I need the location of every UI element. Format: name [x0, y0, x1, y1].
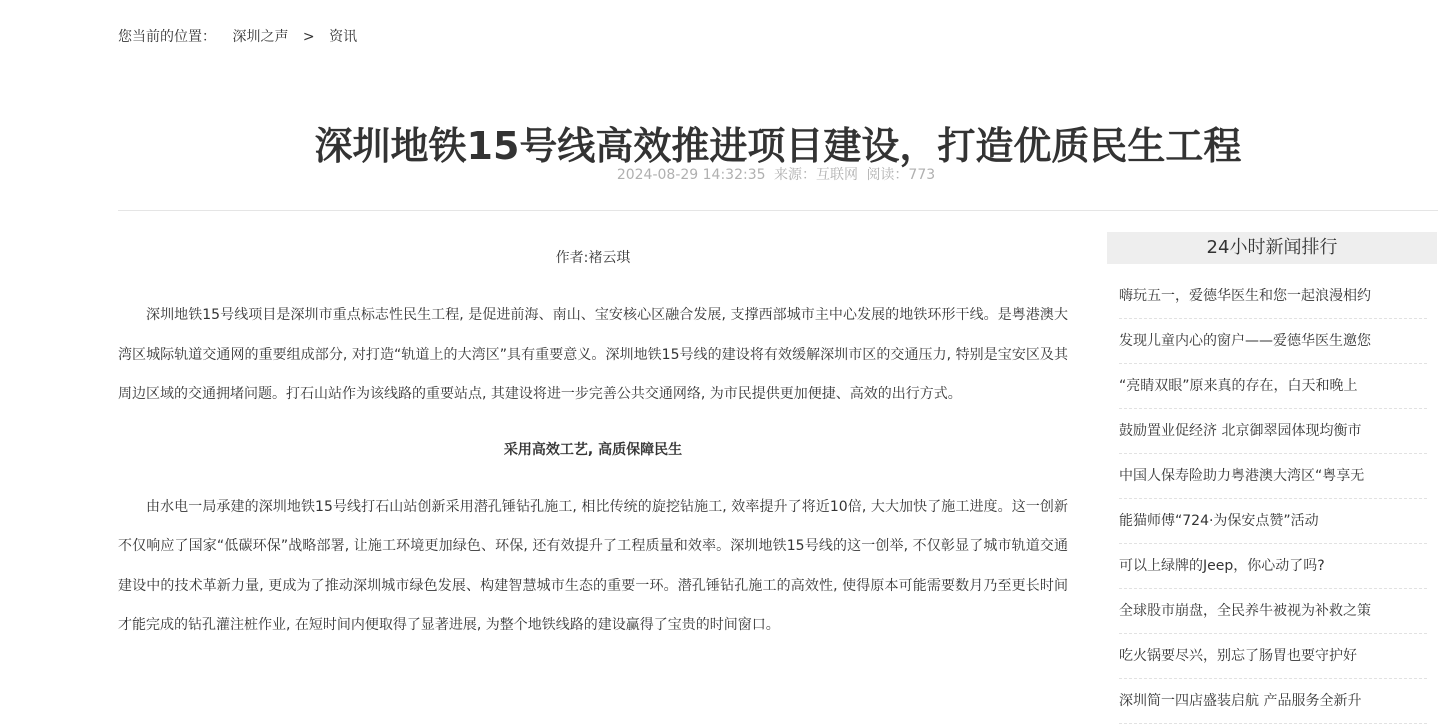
news-ranking-sidebar [1107, 232, 1437, 724]
breadcrumb [118, 26, 357, 46]
news-item[interactable]: 全球股市崩盘，全民养牛被视为补救之策 [1119, 589, 1427, 634]
breadcrumb-separator: > [302, 29, 315, 45]
article-body [118, 240, 1068, 663]
breadcrumb-link-news[interactable]: 资讯 [329, 29, 358, 45]
news-list [1107, 264, 1437, 724]
news-item[interactable]: 深圳简一四店盛装启航 产品服务全新升 [1119, 679, 1427, 724]
news-item[interactable]: 可以上绿牌的Jeep，你心动了吗? [1119, 544, 1427, 589]
article-reads: 阅读：773 [866, 167, 936, 183]
news-item[interactable]: 吃火锅要尽兴，别忘了肠胃也要守护好 [1119, 634, 1427, 679]
news-item[interactable]: 中国人保寿险助力粤港澳大湾区“粤享无 [1119, 454, 1427, 499]
breadcrumb-link-shenzhen-voice[interactable]: 深圳之声 [232, 29, 289, 45]
article-paragraph: 由水电一局承建的深圳地铁15号线打石山站创新采用潜孔锤钻孔施工, 相比传统的旋挖钻施工, 效率提升了将近10倍, 大大加快了施工进度。这一创新不仅响应了国家“低碳环保”战略部署, 让施工环境更加绿色、环保, 还有效提升了工程质量和效率。深圳地铁15号线的这一创举, 不仅彰显了城市轨道交通建设中的技术革新力量, 更成为了推动深圳城市绿色发展、构建智慧城市生态的重要一环。潜孔锤钻孔施工的高效性, 使得原本可能需要数月乃至更长时间才能完成的钻孔灌注桩作业, 在短时间内便取得了显著进展, 为整个地铁线路的建设赢得了宝贵的时间窗口。 [118, 498, 1068, 633]
header-divider [118, 210, 1438, 211]
article-author: 作者:褚云琪 [555, 250, 631, 266]
article-meta [118, 164, 1438, 184]
article-paragraph: 深圳地铁15号线项目是深圳市重点标志性民生工程, 是促进前海、南山、宝安核心区融合发展, 支撑西部城市主中心发展的地铁环形干线。是粤港澳大湾区城际轨道交通网的重要组成部分, 对打造“轨道上的大湾区”具有重要意义。深圳地铁15号线的建设将有效缓解深圳市区的交通压力, 特别是宝安区及其周边区域的交通拥堵问题。打石山站作为该线路的重要站点, 其建设将进一步完善公共交通网络, 为市民提供更加便捷、高效的出行方式。 [118, 307, 1068, 402]
breadcrumb-label: 您当前的位置： [118, 29, 216, 45]
news-item[interactable]: 鼓励置业促经济 北京御翠园体现均衡市 [1119, 409, 1427, 454]
article-datetime: 2024-08-29 14:32:35 [616, 167, 766, 183]
article-source: 来源：互联网 [773, 167, 858, 183]
sidebar-title: 24小时新闻排行 [1107, 232, 1437, 264]
news-item[interactable]: 发现儿童内心的窗户——爱德华医生邀您 [1119, 319, 1427, 364]
news-item[interactable]: 能猫师傅“724·为保安点赞”活动 [1119, 499, 1427, 544]
news-item[interactable]: “亮睛双眼”原来真的存在，白天和晚上 [1119, 364, 1427, 409]
article-title: 深圳地铁15号线高效推进项目建设，打造优质民生工程 [314, 124, 1242, 169]
article-subheading: 采用高效工艺, 高质保障民生 [503, 441, 683, 458]
news-item[interactable]: 嗨玩五一，爱德华医生和您一起浪漫相约 [1119, 274, 1427, 319]
